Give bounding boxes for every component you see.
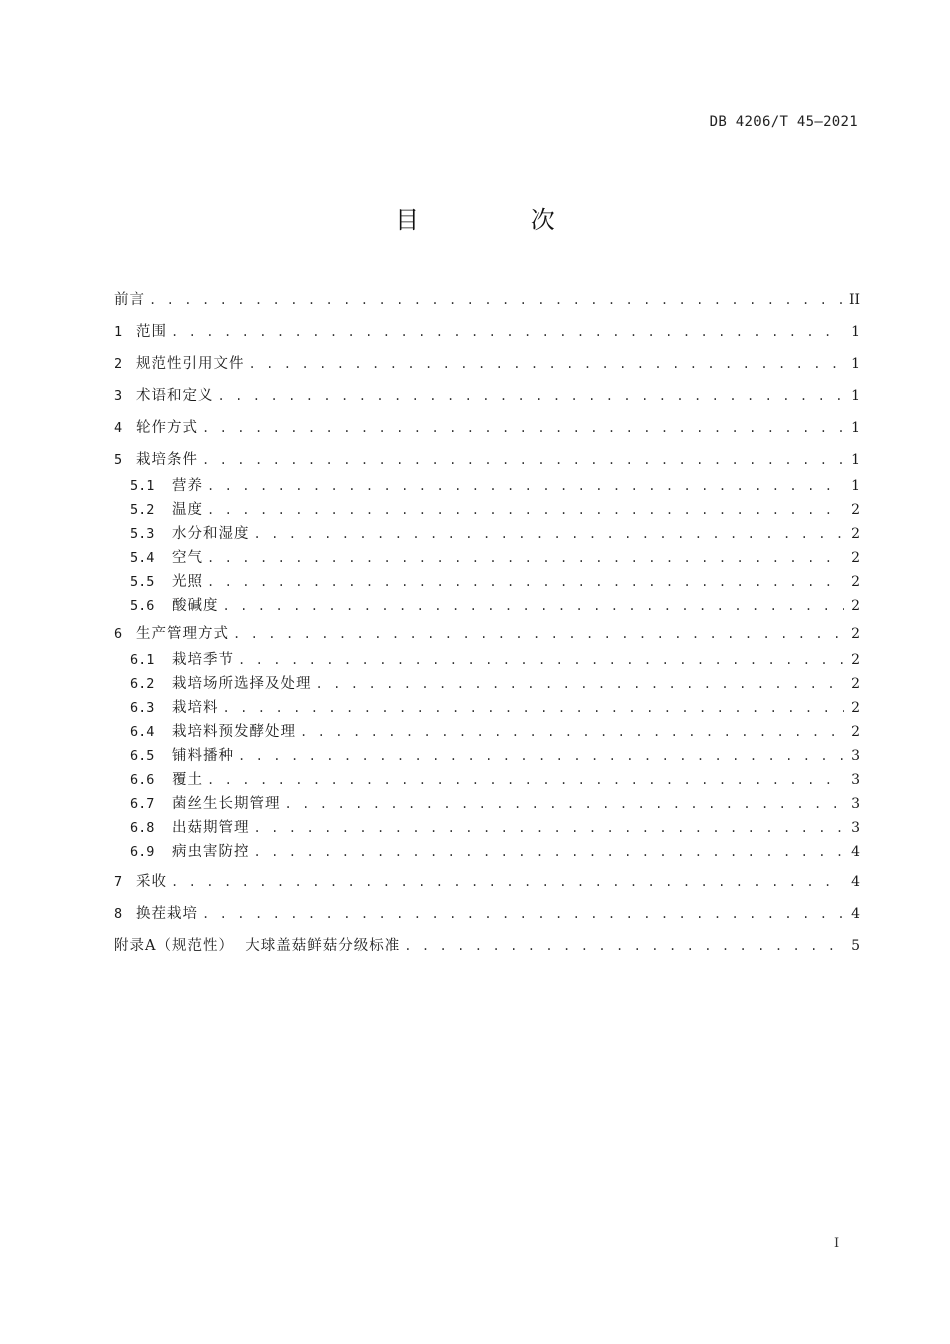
toc-entry-page: 2 <box>851 626 860 642</box>
toc-entry[interactable] <box>130 673 860 695</box>
toc-entry[interactable] <box>130 499 860 521</box>
toc-entry-page: 5 <box>851 938 860 954</box>
toc-entry-title: 菌丝生长期管理 <box>172 796 281 812</box>
toc-entry-page: 4 <box>851 844 860 860</box>
toc-entry-title: 覆土 <box>172 772 203 788</box>
toc-dot-leader <box>238 745 844 767</box>
toc-entry[interactable] <box>114 449 860 471</box>
toc-entry-title: 前言 <box>114 292 145 308</box>
toc-entry-number: 4 <box>114 420 123 436</box>
toc-entry-number: 5.1 <box>130 478 155 494</box>
toc-entry-number: 3 <box>114 388 123 404</box>
toc-entry[interactable] <box>130 841 860 863</box>
toc-entry-page: 1 <box>851 324 860 340</box>
toc-entry-title: 栽培场所选择及处理 <box>172 676 312 692</box>
toc-dot-leader <box>207 571 844 593</box>
toc-entry[interactable] <box>130 595 860 617</box>
toc-dot-leader <box>254 817 845 839</box>
toc-entry-title: 术语和定义 <box>136 388 214 404</box>
toc-entry[interactable] <box>114 935 860 957</box>
toc-entry-number: 6.2 <box>130 676 155 692</box>
toc-entry-title: 出菇期管理 <box>172 820 250 836</box>
toc-entry-number: 5.2 <box>130 502 155 518</box>
toc-entry-title: 空气 <box>172 550 203 566</box>
toc-entry-page: 4 <box>851 906 860 922</box>
toc-entry[interactable] <box>114 353 860 375</box>
toc-dot-leader <box>171 321 844 343</box>
toc-entry-title: 轮作方式 <box>136 420 198 436</box>
toc-entry[interactable] <box>114 871 860 893</box>
toc-entry-number: 5.5 <box>130 574 155 590</box>
toc-entry-page: 1 <box>851 420 860 436</box>
toc-entry-number: 5.3 <box>130 526 155 542</box>
toc-entry-number: 6.7 <box>130 796 155 812</box>
toc-entry[interactable] <box>130 475 860 497</box>
toc-entry[interactable] <box>130 649 860 671</box>
toc-entry-title: 附录A（规范性） 大球盖菇鲜菇分级标准 <box>114 938 401 954</box>
toc-entry[interactable] <box>130 523 860 545</box>
toc-dot-leader <box>233 623 844 645</box>
toc-entry[interactable] <box>130 571 860 593</box>
toc-entry-number: 5 <box>114 452 123 468</box>
toc-entry-title: 换茬栽培 <box>136 906 198 922</box>
toc-entry[interactable] <box>130 793 860 815</box>
toc-entry[interactable] <box>130 817 860 839</box>
toc-dot-leader <box>223 697 845 719</box>
toc-entry-page: 2 <box>851 598 860 614</box>
toc-entry-number: 7 <box>114 874 123 890</box>
toc-entry[interactable] <box>130 697 860 719</box>
toc-entry[interactable] <box>114 417 860 439</box>
toc-entry-title: 栽培季节 <box>172 652 234 668</box>
toc-entry-page: 3 <box>851 772 860 788</box>
toc-entry-page: 4 <box>851 874 860 890</box>
toc-entry-title: 水分和湿度 <box>172 526 250 542</box>
toc-entry-page: 2 <box>851 724 860 740</box>
toc-entry-page: 2 <box>851 652 860 668</box>
toc-title: 目 次 <box>395 206 607 234</box>
toc-entry-title: 铺料播种 <box>172 748 234 764</box>
toc-entry-number: 6.8 <box>130 820 155 836</box>
toc-dot-leader <box>316 673 845 695</box>
toc-entry[interactable] <box>114 321 860 343</box>
toc-entry-title: 范围 <box>136 324 167 340</box>
toc-entry-title: 采收 <box>136 874 167 890</box>
toc-entry[interactable] <box>114 623 860 645</box>
toc-entry-number: 6.6 <box>130 772 155 788</box>
toc-dot-leader <box>171 871 844 893</box>
toc-entry-title: 栽培条件 <box>136 452 198 468</box>
page-number: I <box>834 1236 840 1251</box>
toc-entry[interactable] <box>130 769 860 791</box>
toc-entry-number: 5.4 <box>130 550 155 566</box>
toc-entry-page: 1 <box>851 478 860 494</box>
toc-entry-page: 2 <box>851 550 860 566</box>
toc-entry-page: II <box>848 292 860 308</box>
toc-dot-leader <box>249 353 845 375</box>
toc-dot-leader <box>254 523 845 545</box>
toc-entry-title: 光照 <box>172 574 203 590</box>
toc-entry-page: 2 <box>851 526 860 542</box>
toc-entry-title: 病虫害防控 <box>172 844 250 860</box>
toc-dot-leader <box>404 935 844 957</box>
toc-entry-page: 1 <box>851 388 860 404</box>
toc-dot-leader <box>207 769 844 791</box>
toc-entry-page: 1 <box>851 452 860 468</box>
toc-dot-leader <box>149 289 843 311</box>
toc-entry-title: 酸碱度 <box>172 598 219 614</box>
toc-dot-leader <box>238 649 844 671</box>
toc-dot-leader <box>202 417 844 439</box>
document-header-code: DB 4206/T 45—2021 <box>709 114 858 130</box>
toc-entry[interactable] <box>114 385 860 407</box>
toc-dot-leader <box>207 547 844 569</box>
toc-entry[interactable] <box>130 721 860 743</box>
toc-entry[interactable] <box>130 745 860 767</box>
toc-entry-page: 2 <box>851 502 860 518</box>
toc-entry[interactable] <box>114 903 860 925</box>
toc-entry-number: 6.4 <box>130 724 155 740</box>
toc-dot-leader <box>207 499 844 521</box>
toc-entry-title: 规范性引用文件 <box>136 356 245 372</box>
toc-dot-leader <box>285 793 845 815</box>
toc-entry-page: 3 <box>851 820 860 836</box>
toc-entry-title: 营养 <box>172 478 203 494</box>
toc-entry-page: 2 <box>851 700 860 716</box>
toc-entry-page: 2 <box>851 574 860 590</box>
toc-entry-number: 6.3 <box>130 700 155 716</box>
toc-entry-number: 6 <box>114 626 123 642</box>
toc-entry-title: 栽培料预发酵处理 <box>172 724 296 740</box>
toc-entry-number: 8 <box>114 906 123 922</box>
toc-entry-number: 1 <box>114 324 123 340</box>
toc-entry-number: 5.6 <box>130 598 155 614</box>
toc-entry-number: 6.1 <box>130 652 155 668</box>
toc-entry-number: 6.5 <box>130 748 155 764</box>
toc-dot-leader <box>300 721 844 743</box>
toc-entry-page: 3 <box>851 796 860 812</box>
toc-entry[interactable] <box>130 547 860 569</box>
toc-entry-number: 2 <box>114 356 123 372</box>
toc-entry-number: 6.9 <box>130 844 155 860</box>
toc-entry[interactable] <box>114 289 860 311</box>
toc-dot-leader <box>202 449 844 471</box>
toc-entry-page: 3 <box>851 748 860 764</box>
toc-entry-page: 2 <box>851 676 860 692</box>
toc-entry-title: 温度 <box>172 502 203 518</box>
toc-dot-leader <box>254 841 845 863</box>
toc-entry-page: 1 <box>851 356 860 372</box>
toc-entry-title: 栽培料 <box>172 700 219 716</box>
toc-entry-title: 生产管理方式 <box>136 626 229 642</box>
toc-dot-leader <box>218 385 845 407</box>
toc-dot-leader <box>223 595 845 617</box>
toc-dot-leader <box>202 903 844 925</box>
toc-dot-leader <box>207 475 844 497</box>
